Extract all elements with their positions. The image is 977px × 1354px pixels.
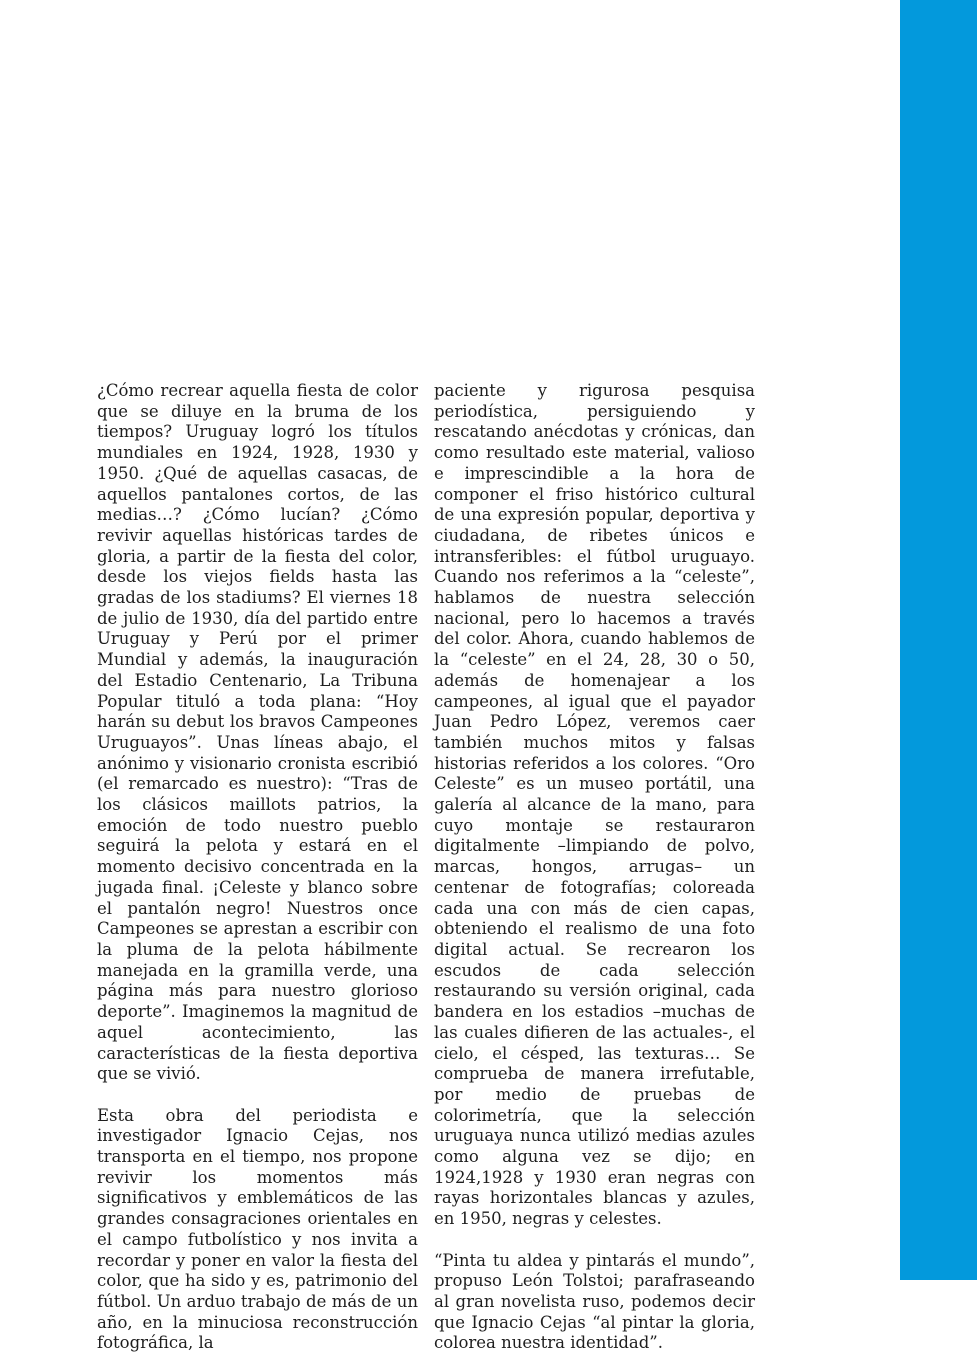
paragraph-right-2: “Pinta tu aldea y pintarás el mundo”, propuso León Tolstoi; parafraseando al gran novelista ruso, podemos decir que Ignacio Cejas “al pintar la gloria, colorea nuestra identidad”.: [434, 1250, 755, 1353]
text-column-left: [97, 381, 418, 1354]
accent-side-band: [900, 0, 977, 1280]
paragraph-left-1: ¿Cómo recrear aquella fiesta de color que se diluye en la bruma de los tiempos? Uruguay logró los títulos mundiales en 1924, 1928, 1930 y 1950. ¿Qué de aquellas casacas, de aquellos pantalones cortos, de las medias…? ¿Cómo lucían? ¿Cómo revivir aquellas históricas tardes de gloria, a partir de la fiesta del color, desde los viejos fields hasta las gradas de los stadiums? El viernes 18 de julio de 1930, día del partido entre Uruguay y Perú por el primer Mundial y además, la inauguración del Estadio Centenario, La Tribuna Popular tituló a toda plana: “Hoy harán su debut los bravos Campeones Uruguayos”. Unas líneas abajo, el anónimo y visionario cronista escribió (el remarcado es nuestro): “Tras de los clásicos maillots patrios, la emoción de todo nuestro pueblo seguirá la pelota y estará en el momento decisivo concentrada en la jugada final. ¡Celeste y blanco sobre el pantalón negro! Nuestros once Campeones se aprestan a escribir con la pluma de la pelota hábilmente manejada en la gramilla verde, una página más para nuestro glorioso deporte”. Imaginemos la magnitud de aquel acontecimiento, las características de la fiesta deportiva que se vivió.: [97, 381, 418, 1084]
paragraph-left-2: Esta obra del periodista e investigador Ignacio Cejas, nos transporta en el tiempo, nos propone revivir los momentos más significativos y emblemáticos de las grandes consagraciones orientales en el campo futbolístico y nos invita a recordar y poner en valor la fiesta del color, que ha sido y es, patrimonio del fútbol. Un arduo trabajo de más de un año, en la minuciosa reconstrucción fotográfica, la: [97, 1105, 418, 1353]
paragraph-right-1: paciente y rigurosa pesquisa periodística, persiguiendo y rescatando anécdotas y crónicas, dan como resultado este material, valioso e imprescindible a la hora de componer el friso histórico cultural de una expresión popular, deportiva y ciudadana, de ribetes únicos e intransferibles: el fútbol uruguayo. Cuando nos referimos a la “celeste”, hablamos de nuestra selección nacional, pero lo hacemos a través del color. Ahora, cuando hablemos de la “celeste” en el 24, 28, 30 o 50, además de homenajear a los campeones, al igual que el payador Juan Pedro López, veremos caer también muchos mitos y falsas historias referidos a los colores. “Oro Celeste” es un museo portátil, una galería al alcance de la mano, para cuyo montaje se restauraron digitalmente –limpiando de polvo, marcas, hongos, arrugas– un centenar de fotografías; coloreada cada una con más de cien capas, obteniendo el realismo de una foto digital actual. Se recrearon los escudos de cada selección restaurando su versión original, cada bandera en los estadios –muchas de las cuales difieren de las actuales-, el cielo, el césped, las texturas… Se comprueba de manera irrefutable, por medio de pruebas de colorimetría, que la selección uruguaya nunca utilizó medias azules como alguna vez se dijo; en 1924,1928 y 1930 eran negras con rayas horizontales blancas y azules, en 1950, negras y celestes.: [434, 381, 755, 1229]
text-column-right: [434, 381, 755, 1354]
